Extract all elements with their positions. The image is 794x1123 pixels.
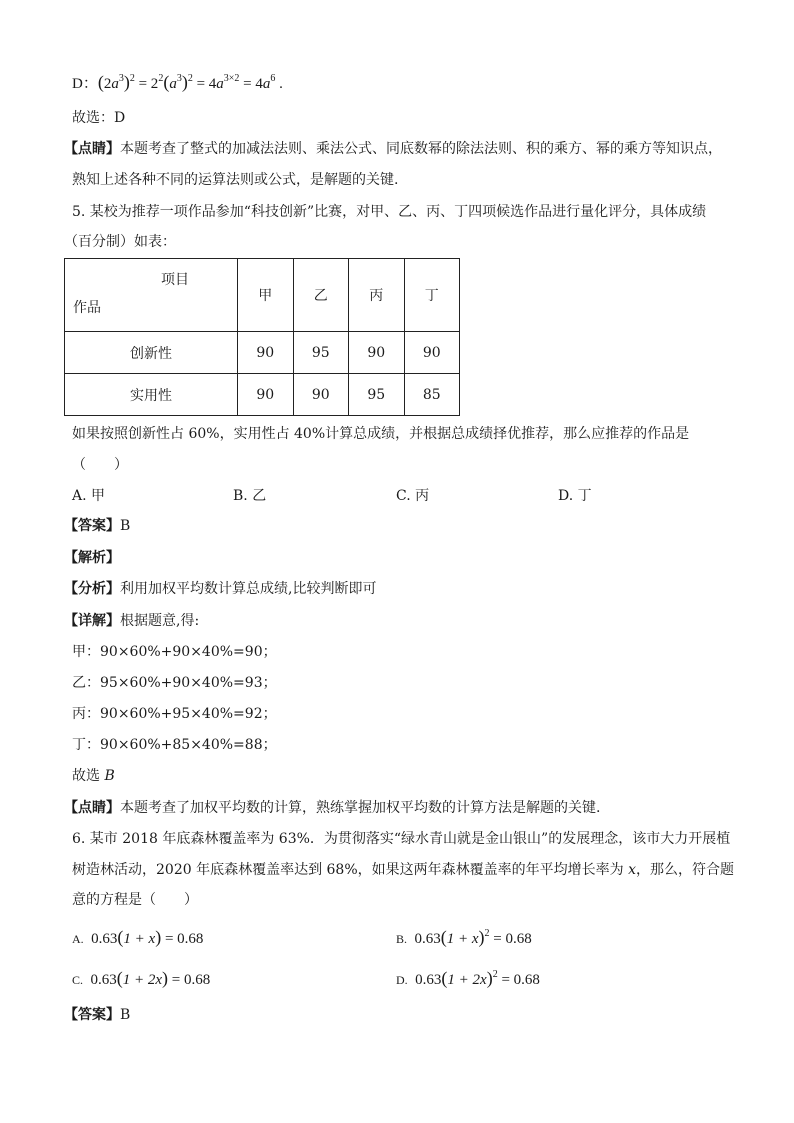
q6-text-b: ，那么，符合题 [636, 862, 735, 878]
coef: 0.63 [91, 931, 118, 947]
col-header-bing: 丙 [349, 259, 405, 332]
select-letter: B [104, 768, 115, 784]
q6-option-a: A. 0.63(1 + x) = 0.68 [72, 927, 204, 947]
equals: = 2 [134, 76, 159, 92]
table-header-row [65, 259, 460, 332]
table-cell: 85 [404, 374, 460, 416]
option-text: 丙 [415, 488, 430, 504]
var-a: a [111, 76, 119, 92]
question-5-line-1: 5. 某校为推荐一项作品参加“科技创新”比赛，对甲、乙、丙、丁四项候选作品进行量化评分，具体成绩 [72, 204, 707, 220]
table-corner-cell [65, 259, 238, 332]
exp: 2 [129, 73, 135, 84]
comment-label: 【点睛】 [64, 141, 120, 157]
coef: 2 [103, 76, 112, 92]
option-d-derivation: D：$(2a^3)^2 = 2^2(a^3)^2 = 4a^{3\times 2} = 4a^6$ . [72, 72, 283, 92]
option-text: 甲 [91, 488, 106, 504]
table-cell: 95 [349, 374, 405, 416]
rhs: = 0.68 [489, 931, 532, 947]
question-6-line-3: 意的方程是（ ） [72, 892, 198, 908]
table-cell: 90 [238, 374, 294, 416]
equals: = 4 [239, 76, 263, 92]
answer-label: 【答案】 [64, 1007, 120, 1023]
exp: 2 [187, 73, 193, 84]
coef: 0.63 [90, 972, 117, 988]
comment-text: 本题考查了整式的加减法法则、乘法公式、同底数幂的除法法则、积的乘方、幂的乘方等知识点， [120, 141, 722, 157]
table-cell: 95 [293, 332, 349, 374]
option-letter: B. [233, 488, 248, 504]
score-table [64, 258, 460, 416]
question-5-line-2: （百分制）如表： [64, 234, 176, 250]
xiangjie-label: 【详解】 [64, 613, 120, 629]
answer-label: 【答案】 [64, 518, 120, 534]
fenxi-line [64, 579, 376, 599]
option-letter: C. [72, 973, 84, 987]
table-cell: 90 [293, 374, 349, 416]
analysis-label: 【解析】 [64, 550, 120, 566]
comment2-line [64, 798, 600, 818]
col-header-yi: 乙 [293, 259, 349, 332]
comment-line-1 [64, 139, 722, 159]
question-6-line-1: 6. 某市 2018 年底森林覆盖率为 63%．为贯彻落实“绿水青山就是金山银山”的发展理念，该市大力开展植 [72, 831, 731, 847]
q5-option-d [558, 485, 592, 505]
var-a: a [169, 76, 177, 92]
option-letter: D. [558, 488, 574, 504]
q6-answer-line [64, 1005, 130, 1025]
var-x: x [628, 862, 637, 878]
calc-jia: 甲：90×60%+90×40%=90； [72, 644, 277, 660]
inner: 1 + x [123, 931, 156, 947]
table-cell: 90 [238, 332, 294, 374]
comment-text: 本题考查了加权平均数的计算，熟练掌握加权平均数的计算方法是解题的关键. [120, 800, 601, 816]
question-6-line-2 [72, 860, 734, 880]
calc-ding: 丁：90×60%+85×40%=88； [72, 737, 277, 753]
coef: 0.63 [414, 931, 441, 947]
rhs: = 0.68 [497, 972, 540, 988]
equals: = 4 [192, 76, 217, 92]
xiangjie-line [64, 611, 199, 631]
corner-bottom-label: 作品 [73, 300, 101, 316]
col-header-jia: 甲 [238, 259, 294, 332]
option-letter: A. [72, 488, 87, 504]
power: 2 [492, 969, 498, 980]
corner-top-label: 项目 [161, 272, 189, 288]
q5-answer-line [64, 516, 130, 536]
select-prefix: 故选 [72, 768, 105, 784]
select-b-line [72, 766, 115, 786]
option-text: 丁 [577, 488, 592, 504]
table-cell: 90 [349, 332, 405, 374]
option-d-label: D： [72, 76, 98, 92]
var-a: a [262, 76, 271, 92]
question-5-condition: 如果按照创新性占 60%，实用性占 40%计算总成绩，并根据总成绩择优推荐，那么应推荐的作品是 [72, 426, 690, 442]
rhs: = 0.68 [168, 972, 211, 988]
power: 2 [484, 928, 490, 939]
table-row [65, 374, 460, 416]
calc-bing: 丙：90×60%+95×40%=92； [72, 706, 277, 722]
xiangjie-text: 根据题意,得: [120, 613, 200, 629]
period: . [275, 76, 283, 92]
exp: 2 [158, 73, 164, 84]
calc-yi: 乙：95×60%+90×40%=93； [72, 675, 277, 691]
inner: 1 + 2x [122, 972, 163, 988]
option-letter: C. [396, 488, 411, 504]
row-label: 创新性 [65, 332, 238, 374]
coef: 0.63 [415, 972, 442, 988]
exp: 3 [176, 73, 182, 84]
select-d-line: 故选：D [72, 110, 126, 126]
option-letter: D. [396, 973, 408, 987]
row-label: 实用性 [65, 374, 238, 416]
answer-value: B [120, 1007, 131, 1023]
option-letter: A. [72, 932, 84, 946]
exp: 3 [118, 73, 124, 84]
fenxi-label: 【分析】 [64, 581, 120, 597]
comment-label: 【点睛】 [64, 800, 120, 816]
q5-option-c [396, 485, 429, 505]
q6-option-c: C. 0.63(1 + 2x) = 0.68 [72, 968, 211, 988]
fenxi-text: 利用加权平均数计算总成绩,比较判断即可 [120, 581, 377, 597]
q5-option-b [233, 485, 266, 505]
exp: 3×2 [223, 73, 240, 84]
comment-line-2: 熟知上述各种不同的运算法则或公式，是解题的关键. [72, 172, 399, 188]
table-row [65, 332, 460, 374]
q6-text-a: 树造林活动，2020 年底森林覆盖率达到 68%，如果这两年森林覆盖率的年平均增长率为 [72, 862, 629, 878]
inner: 1 + 2x [447, 972, 487, 988]
option-letter: B. [396, 932, 408, 946]
option-text: 乙 [252, 488, 267, 504]
var-a: a [216, 76, 224, 92]
inner: 1 + x [446, 931, 479, 947]
q6-option-b: B. $0.63(1 + x)^2 = 0.68$ [396, 927, 532, 947]
col-header-ding: 丁 [404, 259, 460, 332]
q6-option-d: D. $0.63(1 + 2x)^2 = 0.68$ [396, 968, 540, 988]
exp: 6 [270, 73, 276, 84]
rhs: = 0.68 [161, 931, 204, 947]
table-cell: 90 [404, 332, 460, 374]
q5-option-a [72, 485, 105, 505]
question-5-paren: （ ） [72, 457, 128, 473]
answer-value: B [120, 518, 131, 534]
